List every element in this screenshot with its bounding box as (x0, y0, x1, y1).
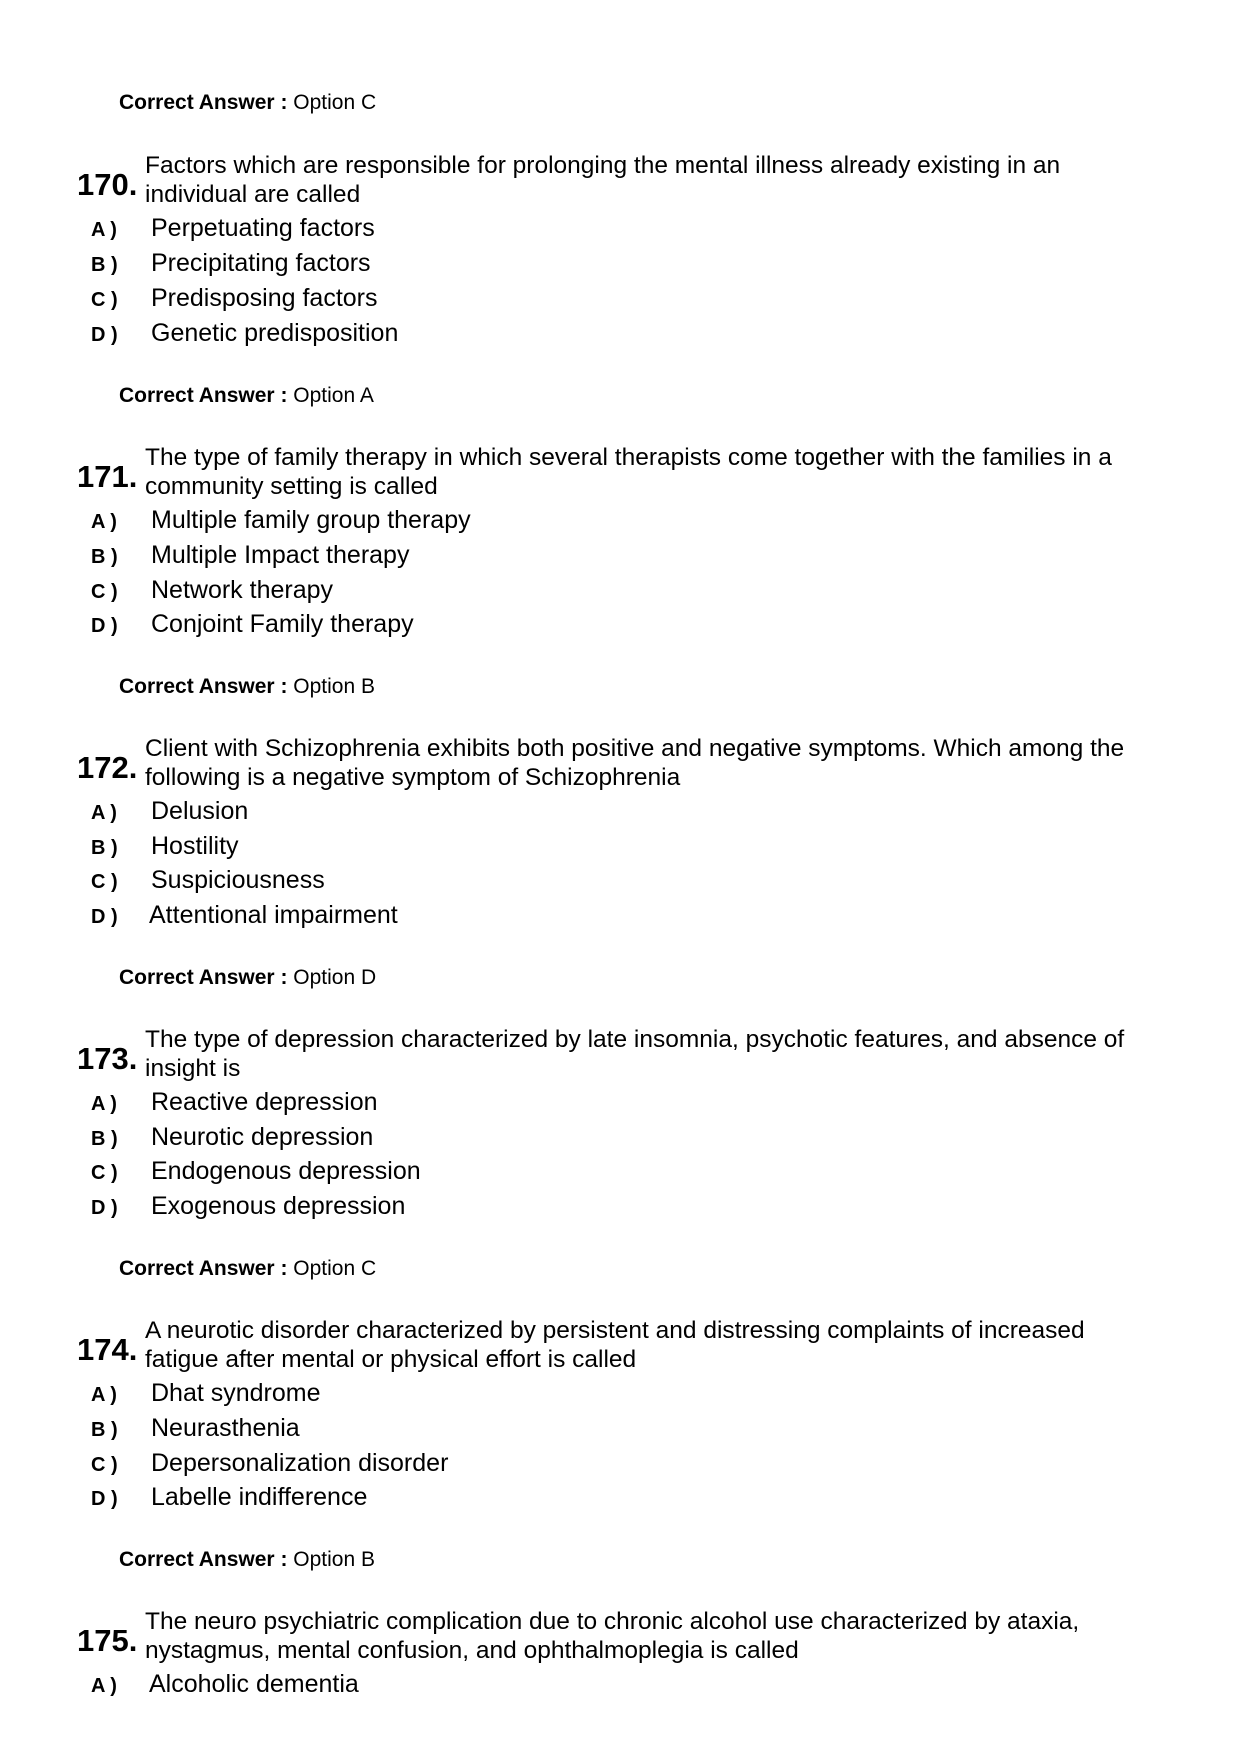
option-text: Neurotic depression (151, 1123, 374, 1151)
correct-answer-173 (119, 1257, 376, 1281)
option-b (0, 537, 700, 572)
correct-answer-label: Correct Answer : (119, 1548, 288, 1571)
option-letter: A ) (91, 219, 117, 241)
option-a (0, 1666, 700, 1701)
correct-answer-value: Option C (293, 91, 377, 114)
question-number: 172. (77, 750, 138, 785)
option-c (0, 1153, 700, 1188)
option-c (0, 572, 700, 607)
correct-answer-value: Option B (293, 675, 375, 698)
option-text: Labelle indifference (151, 1483, 368, 1511)
question-text-line: following is a negative symptom of Schizophrenia (145, 764, 681, 791)
option-letter: A ) (91, 1384, 117, 1406)
option-b (0, 828, 700, 863)
option-text: Alcoholic dementia (149, 1670, 359, 1698)
option-letter: A ) (91, 802, 117, 824)
option-c (0, 280, 700, 315)
option-letter: A ) (91, 1093, 117, 1115)
option-text: Attentional impairment (149, 901, 398, 929)
option-letter: A ) (91, 511, 117, 533)
question-number: 170. (77, 167, 138, 202)
option-a (0, 1375, 700, 1410)
option-text: Endogenous depression (151, 1157, 421, 1185)
correct-answer-171 (119, 675, 375, 699)
option-b (0, 1119, 700, 1154)
correct-answer-label: Correct Answer : (119, 91, 288, 114)
option-letter: B ) (91, 837, 118, 859)
question-text-line: insight is (145, 1055, 241, 1082)
option-d (0, 1479, 700, 1514)
question-text-line: The neuro psychiatric complication due to chronic alcohol use characterized by ataxia, (145, 1608, 1080, 1635)
correct-answer-value: Option A (293, 384, 374, 407)
option-letter: C ) (91, 289, 118, 311)
correct-answer-value: Option D (293, 966, 377, 989)
option-letter: B ) (91, 1419, 118, 1441)
correct-answer-label: Correct Answer : (119, 384, 288, 407)
question-text (145, 1025, 1155, 1083)
correct-answer-value: Option B (293, 1548, 375, 1571)
question-text-line: Client with Schizophrenia exhibits both positive and negative symptoms. Which among the (145, 735, 1125, 762)
question-text-line: fatigue after mental or physical effort is called (145, 1346, 637, 1373)
option-d (0, 897, 700, 932)
question-text (145, 443, 1155, 501)
option-letter: D ) (91, 615, 118, 637)
correct-answer-170 (119, 384, 374, 408)
option-letter: B ) (91, 254, 118, 276)
option-letter: B ) (91, 1128, 118, 1150)
question-text-line: A neurotic disorder characterized by persistent and distressing complaints of increased (145, 1317, 1085, 1344)
question-text-line: individual are called (145, 181, 361, 208)
option-c (0, 1445, 700, 1480)
question-number: 173. (77, 1041, 138, 1076)
option-text: Multiple Impact therapy (151, 541, 410, 569)
option-d (0, 606, 700, 641)
option-letter: D ) (91, 324, 118, 346)
correct-answer-value: Option C (293, 1257, 377, 1280)
question-number: 174. (77, 1332, 138, 1367)
question-text (145, 1607, 1155, 1665)
option-text: Depersonalization disorder (151, 1449, 449, 1477)
option-text: Predisposing factors (151, 284, 378, 312)
option-a (0, 1084, 700, 1119)
question-number: 171. (77, 459, 138, 494)
option-d (0, 1188, 700, 1223)
correct-answer-label: Correct Answer : (119, 675, 288, 698)
correct-answer-label: Correct Answer : (119, 1257, 288, 1280)
correct-answer-label: Correct Answer : (119, 966, 288, 989)
option-text: Hostility (151, 832, 239, 860)
question-text-line: Factors which are responsible for prolonging the mental illness already existing in an (145, 152, 1061, 179)
correct-answer-174 (119, 1548, 375, 1572)
option-letter: C ) (91, 1162, 118, 1184)
option-text: Perpetuating factors (151, 214, 375, 242)
option-text: Reactive depression (151, 1088, 378, 1116)
question-text-line: The type of depression characterized by late insomnia, psychotic features, and absence of (145, 1026, 1125, 1053)
option-letter: C ) (91, 1454, 118, 1476)
option-letter: C ) (91, 581, 118, 603)
option-text: Precipitating factors (151, 249, 371, 277)
option-b (0, 245, 700, 280)
question-text (145, 734, 1155, 792)
question-number: 175. (77, 1623, 138, 1658)
option-text: Conjoint Family therapy (151, 610, 414, 638)
option-a (0, 793, 700, 828)
option-letter: D ) (91, 1197, 118, 1219)
correct-answer-172 (119, 966, 376, 990)
option-a (0, 210, 700, 245)
option-letter: D ) (91, 1488, 118, 1510)
option-b (0, 1410, 700, 1445)
option-text: Suspiciousness (151, 866, 325, 894)
question-text (145, 1316, 1155, 1374)
option-letter: A ) (91, 1675, 117, 1697)
question-text (145, 151, 1155, 209)
correct-answer-169 (119, 91, 376, 115)
option-text: Neurasthenia (151, 1414, 300, 1442)
option-text: Delusion (151, 797, 249, 825)
option-letter: B ) (91, 546, 118, 568)
option-text: Exogenous depression (151, 1192, 406, 1220)
option-letter: C ) (91, 871, 118, 893)
option-text: Network therapy (151, 576, 334, 604)
option-text: Genetic predisposition (151, 319, 399, 347)
option-a (0, 502, 700, 537)
question-text-line: The type of family therapy in which several therapists come together with the families in a (145, 444, 1112, 471)
question-text-line: community setting is called (145, 473, 438, 500)
option-d (0, 315, 700, 350)
option-text: Dhat syndrome (151, 1379, 321, 1407)
option-letter: D ) (91, 906, 118, 928)
option-c (0, 862, 700, 897)
question-text-line: nystagmus, mental confusion, and ophthalmoplegia is called (145, 1637, 799, 1664)
option-text: Multiple family group therapy (151, 506, 471, 534)
